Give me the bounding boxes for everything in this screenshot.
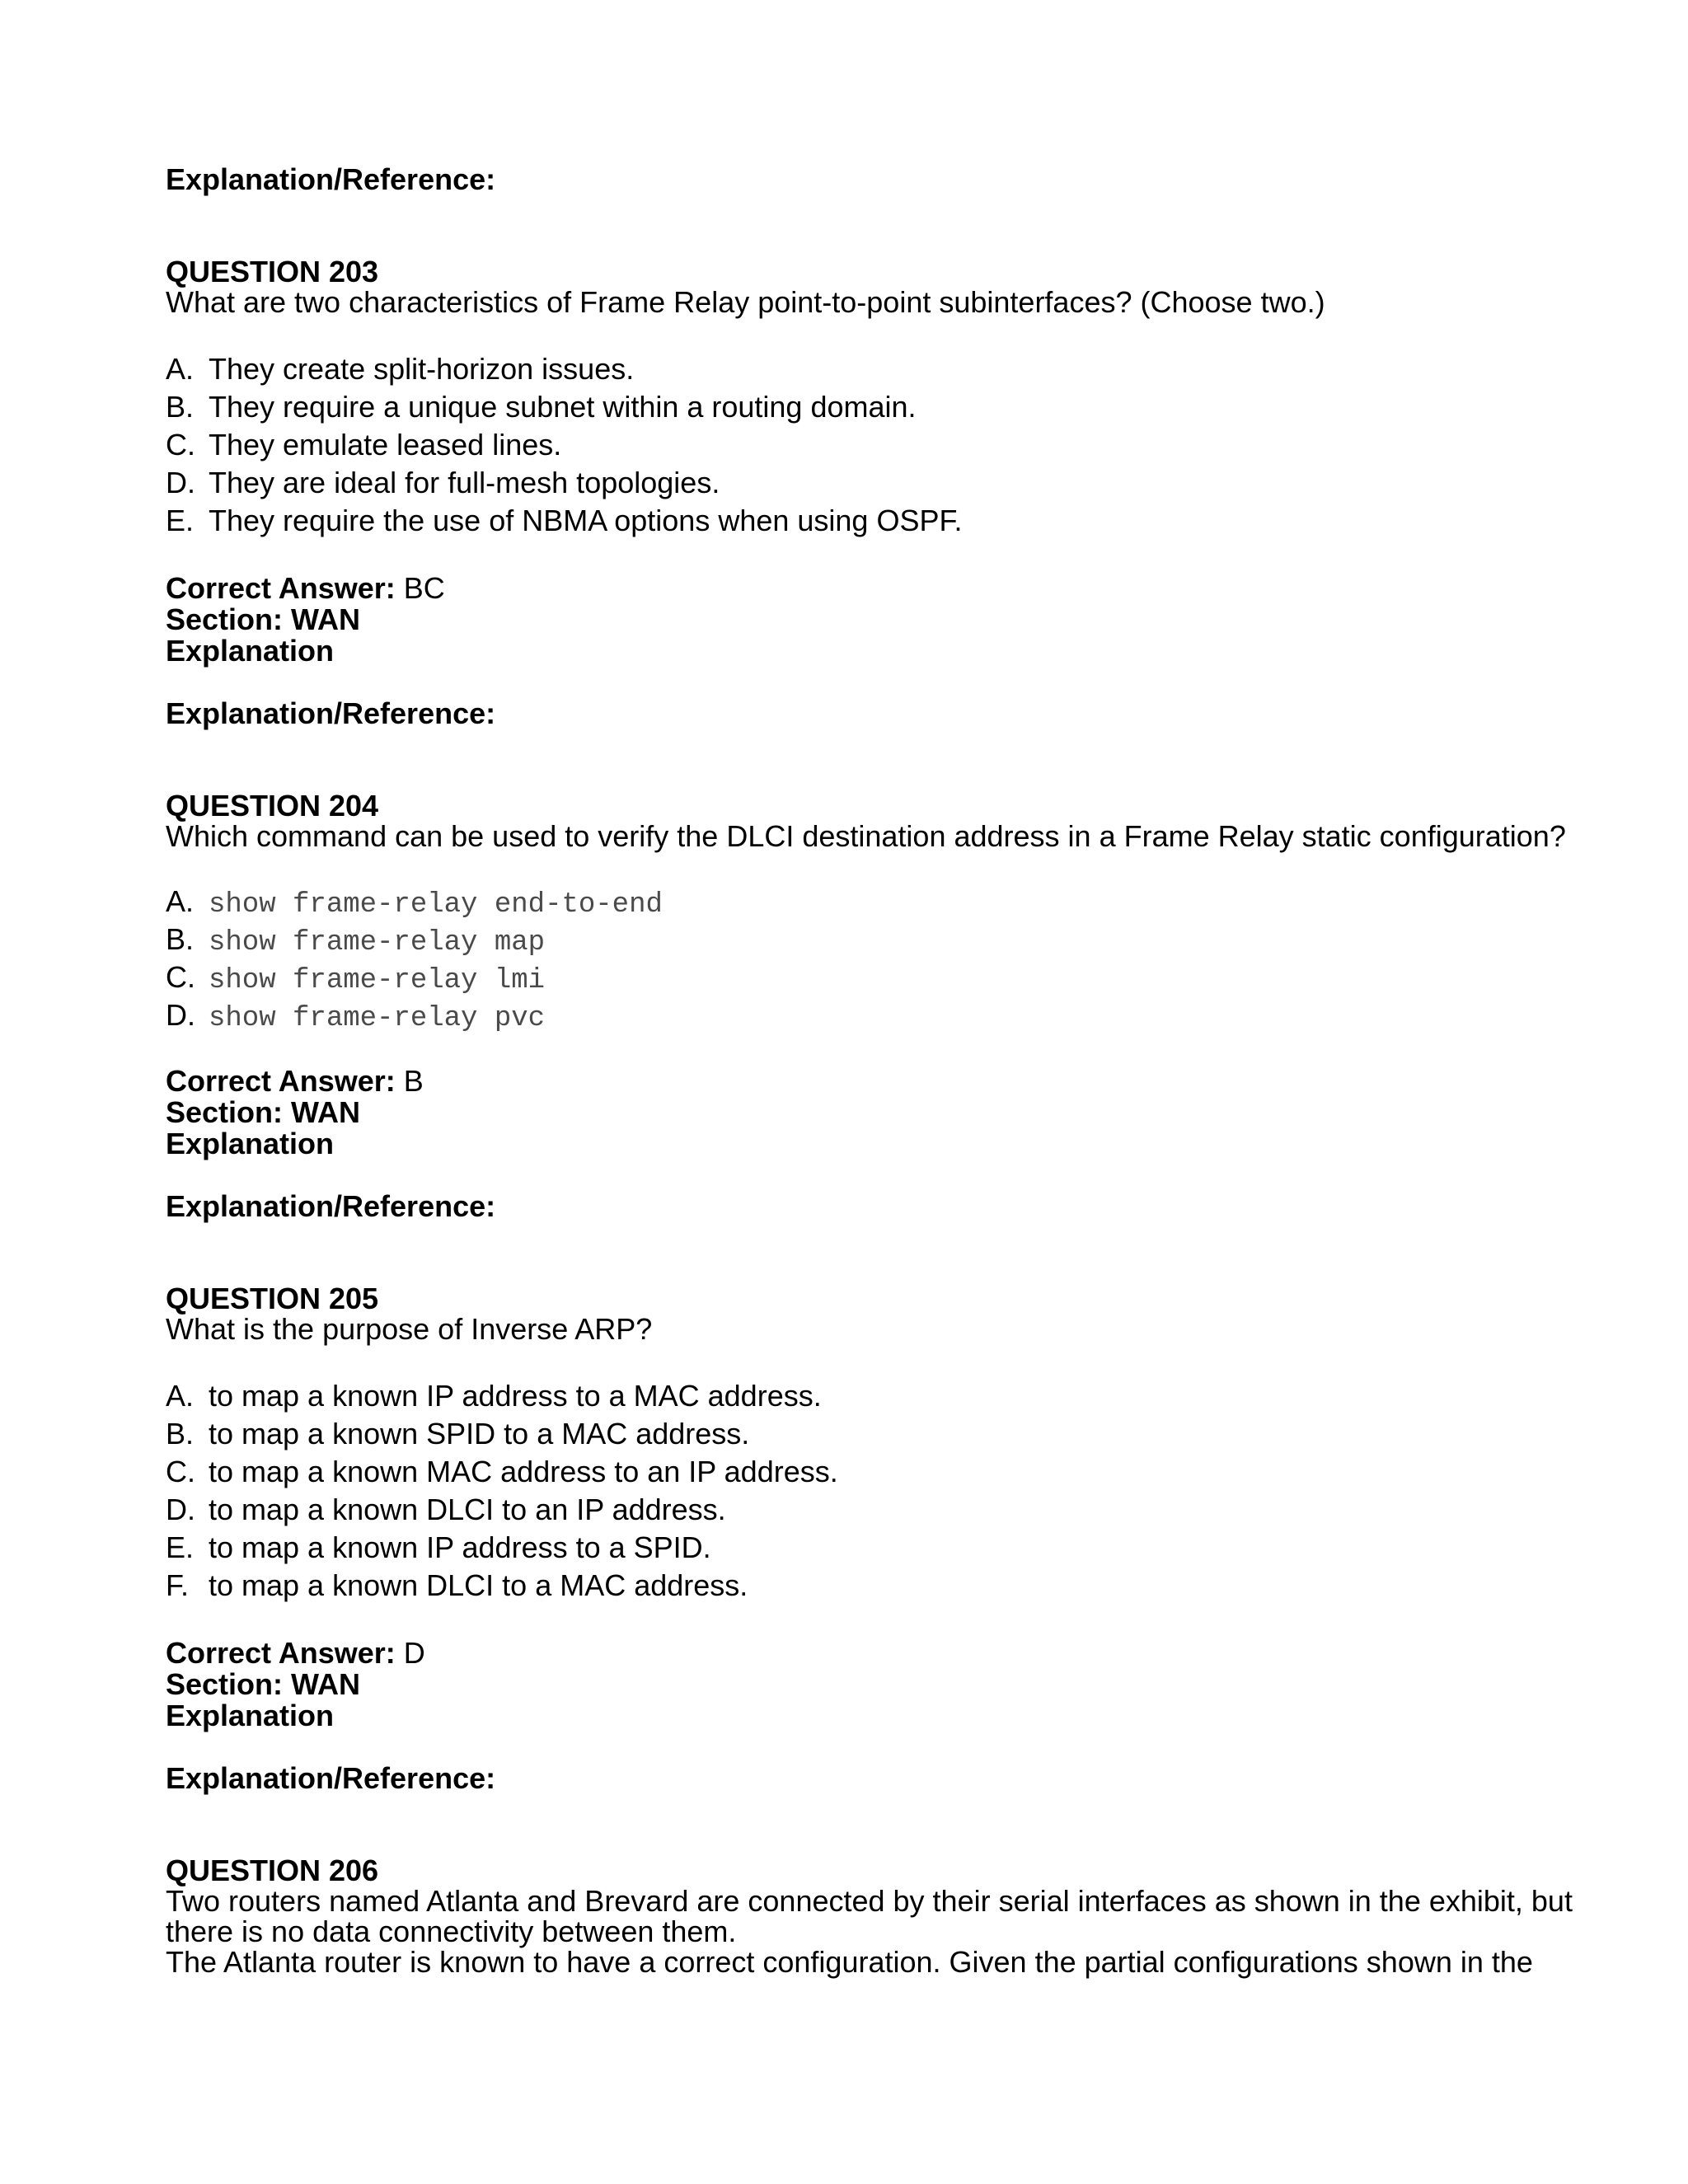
option-letter: B. (166, 922, 195, 956)
option-letter: A. (166, 884, 195, 918)
question-206-heading: QUESTION 206 (166, 1854, 379, 1887)
option-letter: D. (166, 466, 195, 499)
correct-answer-value: BC (403, 571, 445, 605)
option-text: to map a known DLCI to an IP address. (209, 1493, 726, 1526)
option-command: show frame-relay end-to-end (209, 889, 663, 921)
question-206-text-line-1: Two routers named Atlanta and Brevard are connected by their serial interfaces as shown in the exhibit, but (166, 1884, 1573, 1918)
option-text: They require the use of NBMA options when using OSPF. (209, 504, 963, 537)
q204-option-a (166, 885, 663, 921)
option-letter: E. (166, 1530, 195, 1564)
q205-explanation-reference: Explanation/Reference: (166, 1761, 496, 1795)
option-text: to map a known MAC address to an IP address. (209, 1455, 838, 1488)
option-letter: A. (166, 352, 195, 386)
option-command: show frame-relay map (209, 927, 546, 958)
q204-option-b (166, 923, 545, 959)
question-204-heading: QUESTION 204 (166, 789, 379, 823)
option-command: show frame-relay lmi (209, 965, 546, 996)
question-204-text: Which command can be used to verify the DLCI destination address in a Frame Relay static configuration? (166, 819, 1566, 853)
option-letter: D. (166, 998, 195, 1032)
correct-answer-label: Correct Answer: (166, 1064, 396, 1098)
q203-option-d (166, 466, 720, 499)
option-letter: B. (166, 1417, 195, 1451)
q205-option-d (166, 1493, 726, 1526)
option-text: to map a known IP address to a SPID. (209, 1530, 711, 1564)
question-205-text: What is the purpose of Inverse ARP? (166, 1312, 653, 1346)
option-text: to map a known IP address to a MAC address. (209, 1379, 822, 1413)
q203-option-c (166, 429, 561, 462)
q204-explanation-reference: Explanation/Reference: (166, 1189, 496, 1223)
q205-option-f (166, 1569, 748, 1602)
option-text: They emulate leased lines. (209, 428, 562, 462)
option-text: They are ideal for full-mesh topologies. (209, 466, 720, 499)
q205-explanation: Explanation (166, 1699, 335, 1732)
option-text: They create split-horizon issues. (209, 352, 635, 386)
option-text: to map a known SPID to a MAC address. (209, 1417, 750, 1451)
correct-answer-value: B (403, 1064, 424, 1098)
option-letter: E. (166, 504, 195, 537)
q203-option-b (166, 391, 917, 424)
q204-correct-answer (166, 1065, 424, 1098)
option-command: show frame-relay pvc (209, 1003, 546, 1034)
explanation-reference-heading: Explanation/Reference: (166, 162, 496, 196)
option-letter: B. (166, 390, 195, 424)
correct-answer-label: Correct Answer: (166, 1636, 396, 1670)
q204-explanation: Explanation (166, 1127, 335, 1160)
q203-explanation: Explanation (166, 634, 335, 668)
option-letter: C. (166, 428, 195, 462)
q204-option-d (166, 999, 545, 1035)
question-205-heading: QUESTION 205 (166, 1282, 379, 1315)
q205-section: Section: WAN (166, 1667, 361, 1701)
option-letter: C. (166, 1455, 195, 1488)
option-letter: C. (166, 960, 195, 994)
question-206-text-line-2: there is no data connectivity between them. (166, 1915, 737, 1948)
question-203-text: What are two characteristics of Frame Relay point-to-point subinterfaces? (Choose two.) (166, 285, 1325, 319)
option-letter: D. (166, 1493, 195, 1526)
option-text: They require a unique subnet within a routing domain. (209, 390, 917, 424)
q205-correct-answer (166, 1637, 425, 1670)
q205-option-c (166, 1455, 838, 1488)
option-text: to map a known DLCI to a MAC address. (209, 1568, 748, 1602)
q203-option-a (166, 353, 634, 386)
q203-option-e (166, 504, 962, 537)
q204-section: Section: WAN (166, 1095, 361, 1129)
q203-explanation-reference: Explanation/Reference: (166, 696, 496, 730)
q205-option-e (166, 1531, 711, 1564)
option-letter: A. (166, 1379, 195, 1413)
option-letter: F. (166, 1568, 190, 1602)
q205-option-a (166, 1380, 822, 1413)
correct-answer-value: D (403, 1636, 425, 1670)
q203-section: Section: WAN (166, 602, 361, 636)
question-206-text-line-3: The Atlanta router is known to have a correct configuration. Given the partial configurations shown in the (166, 1945, 1533, 1979)
question-203-heading: QUESTION 203 (166, 255, 379, 288)
q203-correct-answer (166, 572, 445, 605)
q205-option-b (166, 1418, 749, 1451)
q204-option-c (166, 961, 545, 997)
correct-answer-label: Correct Answer: (166, 571, 396, 605)
